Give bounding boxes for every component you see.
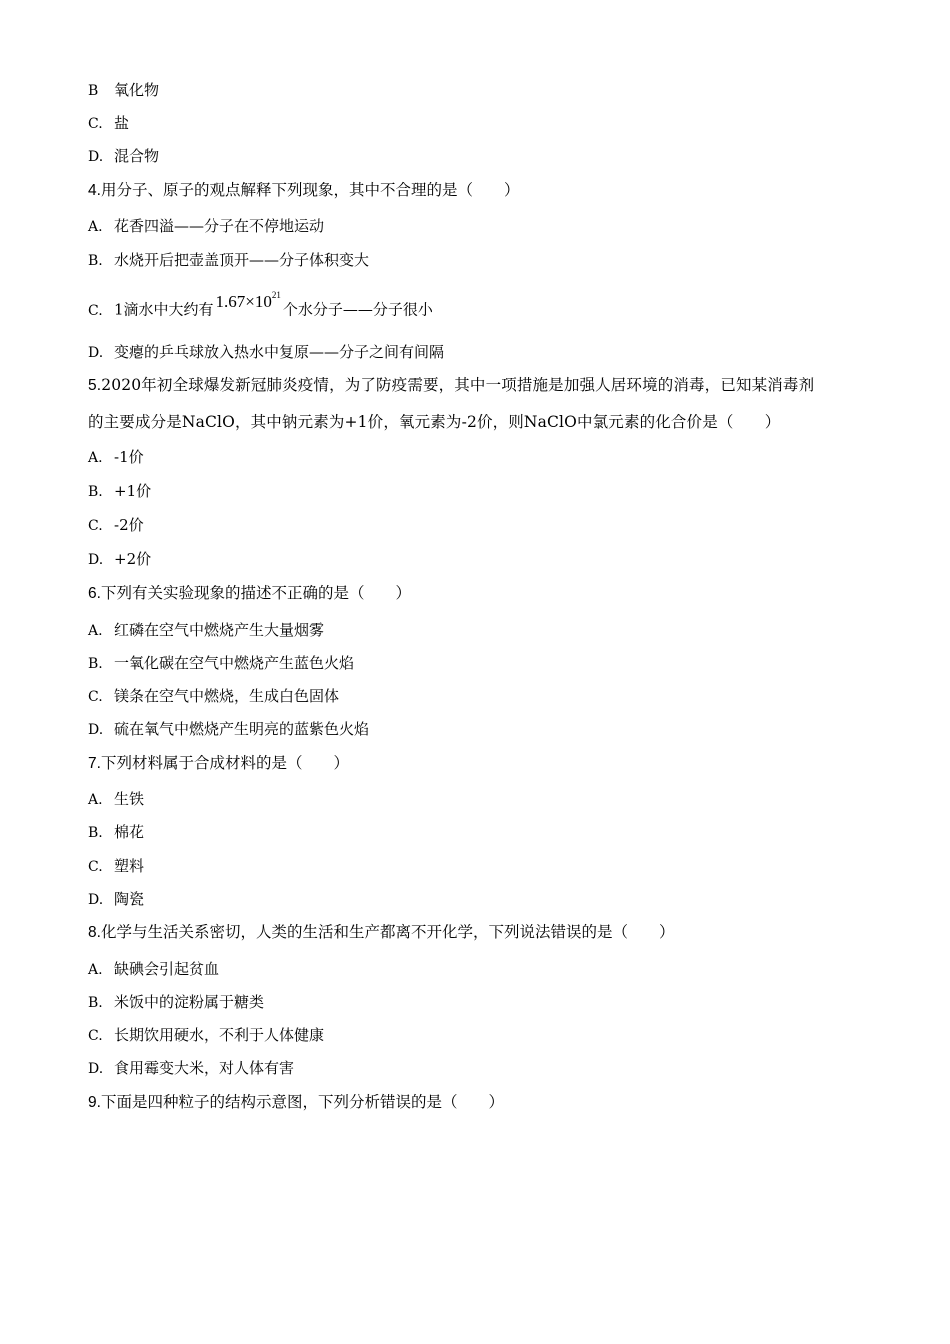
question-number: 9. bbox=[88, 1094, 101, 1111]
option-q7-d bbox=[88, 889, 144, 910]
option-label: C. bbox=[88, 518, 103, 534]
option-text-post: 个水分子——分子很小 bbox=[282, 300, 433, 319]
option-text: 塑料 bbox=[114, 857, 145, 875]
option-label: A. bbox=[88, 219, 103, 235]
option-text: 棉花 bbox=[114, 823, 145, 841]
question-text: 的主要成分是NaClO，其中钠元素为+1价，氧元素为-2价，则NaClO中氯元素的化合价是（ ） bbox=[88, 413, 781, 431]
option-label: C. bbox=[88, 116, 103, 132]
question-text: 下列有关实验现象的描述不正确的是（ ） bbox=[100, 584, 411, 602]
option-q6-c bbox=[88, 686, 339, 707]
option-text: -2价 bbox=[114, 516, 144, 534]
option-text: 镁条在空气中燃烧，生成白色固体 bbox=[114, 687, 340, 705]
question-9 bbox=[88, 1092, 504, 1113]
option-label: B. bbox=[88, 656, 103, 672]
question-7 bbox=[88, 753, 349, 774]
option-q8-b bbox=[88, 992, 264, 1013]
option-text: 陶瓷 bbox=[114, 890, 145, 908]
question-8 bbox=[88, 922, 674, 943]
option-label: C. bbox=[88, 1028, 103, 1044]
question-text: 用分子、原子的观点解释下列现象，其中不合理的是（ ） bbox=[100, 181, 520, 199]
sci-base: 10 bbox=[254, 291, 272, 311]
option-q3-b bbox=[88, 80, 159, 101]
option-text: 硫在氧气中燃烧产生明亮的蓝紫色火焰 bbox=[114, 720, 370, 738]
option-q7-c bbox=[88, 856, 144, 877]
question-number: 8. bbox=[88, 924, 101, 941]
option-label: A. bbox=[88, 792, 103, 808]
option-label: B. bbox=[88, 825, 103, 841]
scientific-notation bbox=[216, 292, 281, 311]
option-q5-a bbox=[88, 447, 144, 468]
option-text: -1价 bbox=[114, 448, 144, 466]
option-label: A. bbox=[88, 623, 103, 639]
question-5-continued bbox=[88, 412, 780, 432]
question-6 bbox=[88, 583, 411, 604]
option-text: 变瘪的乒乓球放入热水中复原——分子之间有间隔 bbox=[114, 343, 445, 361]
question-text: 2020年初全球爆发新冠肺炎疫情，为了防疫需要，其中一项措施是加强人居环境的消毒，已知某消毒剂 bbox=[101, 376, 815, 394]
sci-coefficient: 1.67 bbox=[215, 291, 246, 311]
option-label: B. bbox=[88, 995, 103, 1011]
option-text: 红磷在空气中燃烧产生大量烟雾 bbox=[114, 621, 325, 639]
option-q6-d bbox=[88, 719, 369, 740]
option-text: +2价 bbox=[114, 550, 152, 568]
option-q6-a bbox=[88, 620, 324, 641]
option-text: 盐 bbox=[114, 114, 130, 132]
option-text: 生铁 bbox=[114, 790, 145, 808]
option-q4-d bbox=[88, 342, 444, 363]
option-label: C. bbox=[88, 302, 103, 319]
option-text: 氧化物 bbox=[114, 81, 160, 99]
option-q7-b bbox=[88, 822, 144, 843]
option-q4-a bbox=[88, 216, 324, 237]
question-4 bbox=[88, 180, 519, 201]
option-label: B. bbox=[88, 484, 103, 500]
option-label: C. bbox=[88, 689, 103, 705]
option-text: 缺碘会引起贫血 bbox=[114, 960, 220, 978]
option-label: A. bbox=[88, 962, 103, 978]
sci-times: × bbox=[245, 291, 255, 311]
question-number: 6. bbox=[88, 585, 101, 602]
option-q6-b bbox=[88, 653, 354, 674]
option-q8-d bbox=[88, 1058, 294, 1079]
question-text: 下列材料属于合成材料的是（ ） bbox=[100, 754, 349, 772]
option-text: +1价 bbox=[114, 482, 152, 500]
option-q4-b bbox=[88, 250, 369, 271]
sci-exponent: 21 bbox=[271, 290, 281, 300]
option-label: B bbox=[88, 83, 99, 99]
option-label: D. bbox=[88, 892, 104, 908]
option-label: D. bbox=[88, 1061, 104, 1077]
option-text: 食用霉变大米，对人体有害 bbox=[114, 1059, 295, 1077]
option-text: 花香四溢——分子在不停地运动 bbox=[114, 217, 325, 235]
option-text: 米饭中的淀粉属于糖类 bbox=[114, 993, 265, 1011]
option-q5-c bbox=[88, 515, 144, 536]
option-label: D. bbox=[88, 345, 104, 361]
option-label: A. bbox=[88, 450, 103, 466]
option-label: C. bbox=[88, 859, 103, 875]
option-q3-c bbox=[88, 113, 129, 134]
option-text: 长期饮用硬水，不利于人体健康 bbox=[114, 1026, 325, 1044]
question-number: 7. bbox=[88, 755, 101, 772]
option-text: 混合物 bbox=[114, 147, 160, 165]
question-number: 5. bbox=[88, 377, 102, 394]
option-q4-c bbox=[88, 290, 433, 321]
option-label: D. bbox=[88, 552, 104, 568]
option-label: D. bbox=[88, 149, 104, 165]
question-5 bbox=[88, 375, 814, 396]
option-q5-d bbox=[88, 549, 151, 570]
question-number: 4. bbox=[88, 182, 101, 199]
option-label: B. bbox=[88, 253, 103, 269]
option-q7-a bbox=[88, 789, 144, 810]
question-text: 下面是四种粒子的结构示意图，下列分析错误的是（ ） bbox=[100, 1093, 504, 1111]
option-q3-d bbox=[88, 146, 159, 167]
option-label: D. bbox=[88, 722, 104, 738]
option-text: 水烧开后把壶盖顶开——分子体积变大 bbox=[114, 251, 370, 269]
option-q8-a bbox=[88, 959, 219, 980]
option-text: 一氧化碳在空气中燃烧产生蓝色火焰 bbox=[114, 654, 355, 672]
question-text: 化学与生活关系密切，人类的生活和生产都离不开化学，下列说法错误的是（ ） bbox=[100, 923, 675, 941]
option-text-pre: 1滴水中大约有 bbox=[114, 300, 214, 319]
option-q5-b bbox=[88, 481, 151, 502]
option-q8-c bbox=[88, 1025, 324, 1046]
